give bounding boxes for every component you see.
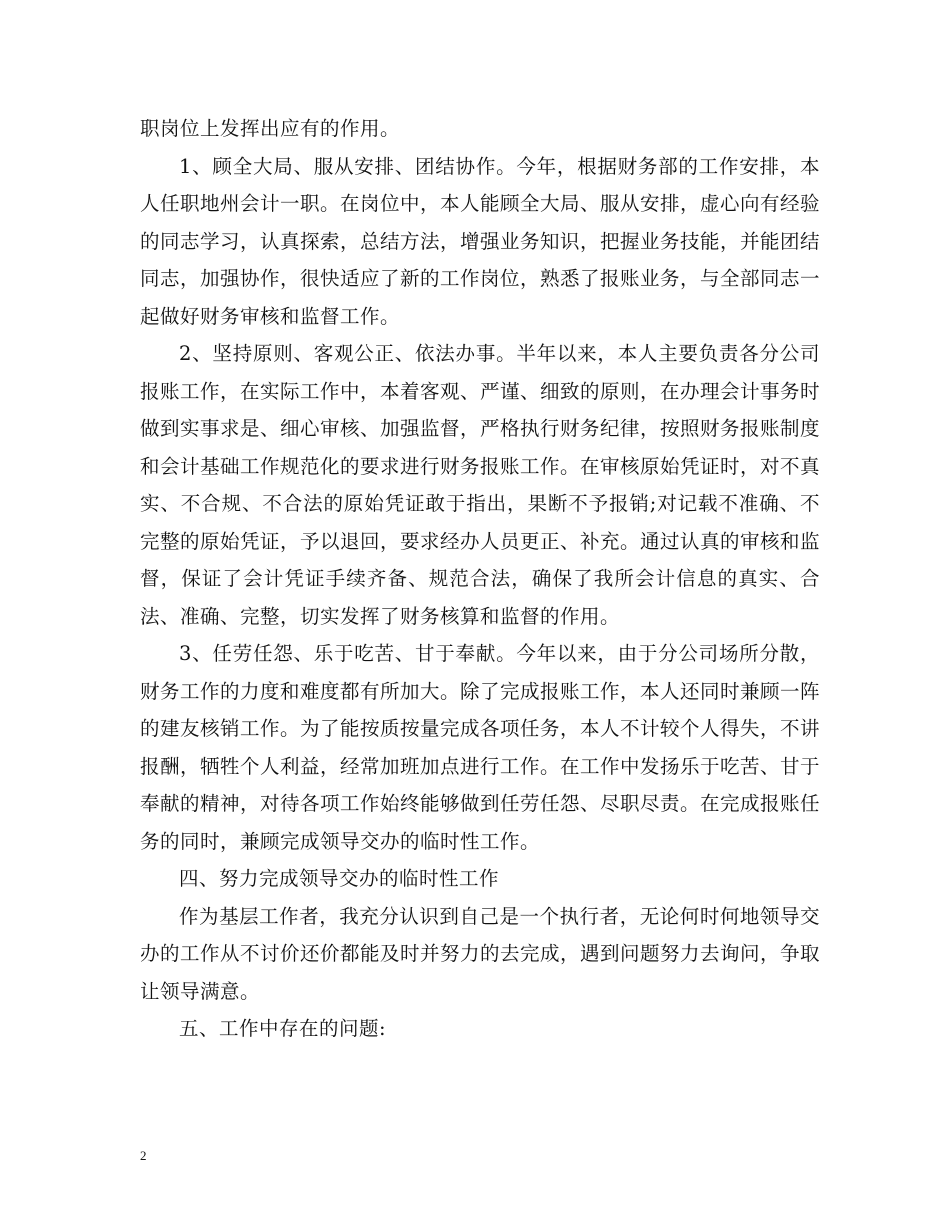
section-heading-5: 五、工作中存在的问题: bbox=[179, 1017, 387, 1040]
paragraph-item-1: 1、顾全大局、服从安排、团结协作。今年，根据财务部的工作安排，本人任职地州会计一职。在岗位中，本人能顾全大局、服从安排，虚心向有经验的同志学习，认真探索，总结方法，增强业务知识，把握业务技能，并能团结同志，加强协作，很快适应了新的工作岗位，熟悉了报账业务，与全部同志一起做好财务审核和监督工作。 bbox=[140, 154, 821, 328]
paragraph-item-3: 3、任劳任怨、乐于吃苦、甘于奉献。今年以来，由于分公司场所分散，财务工作的力度和难度都有所加大。除了完成报账工作，本人还同时兼顾一阵的建友核销工作。为了能按质按量完成各项任务，本人不计较个人得失，不讲报酬，牺牲个人利益，经常加班加点进行工作。在工作中发扬乐于吃苦、甘于奉献的精神，对待各项工作始终能够做到任劳任怨、尽职尽责。在完成报账任务的同时，兼顾完成领导交办的临时性工作。 bbox=[140, 642, 821, 853]
paragraph-item-2: 2、坚持原则、客观公正、依法办事。半年以来，本人主要负责各分公司报账工作，在实际工作中，本着客观、严谨、细致的原则，在办理会计事务时做到实事求是、细心审核、加强监督，严格执行财务纪律，按照财务报账制度和会计基础工作规范化的要求进行财务报账工作。在审核原始凭证时，对不真实、不合规、不合法的原始凭证敢于指出，果断不予报销;对记载不准确、不完整的原始凭证，予以退回，要求经办人员更正、补充。通过认真的审核和监督，保证了会计凭证手续齐备、规范合法，确保了我所会计信息的真实、合法、准确、完整，切实发挥了财务核算和监督的作用。 bbox=[140, 342, 821, 628]
paragraph-continuation: 职岗位上发挥出应有的作用。 bbox=[140, 117, 401, 140]
section-heading-4: 四、努力完成领导交办的临时性工作 bbox=[179, 867, 500, 890]
page-number: 2 bbox=[140, 1148, 147, 1163]
paragraph-section-4: 作为基层工作者，我充分认识到自己是一个执行者，无论何时何地领导交办的工作从不讨价还价都能及时并努力的去完成，遇到问题努力去询问，争取让领导满意。 bbox=[140, 904, 821, 1003]
document-body bbox=[140, 110, 820, 1048]
